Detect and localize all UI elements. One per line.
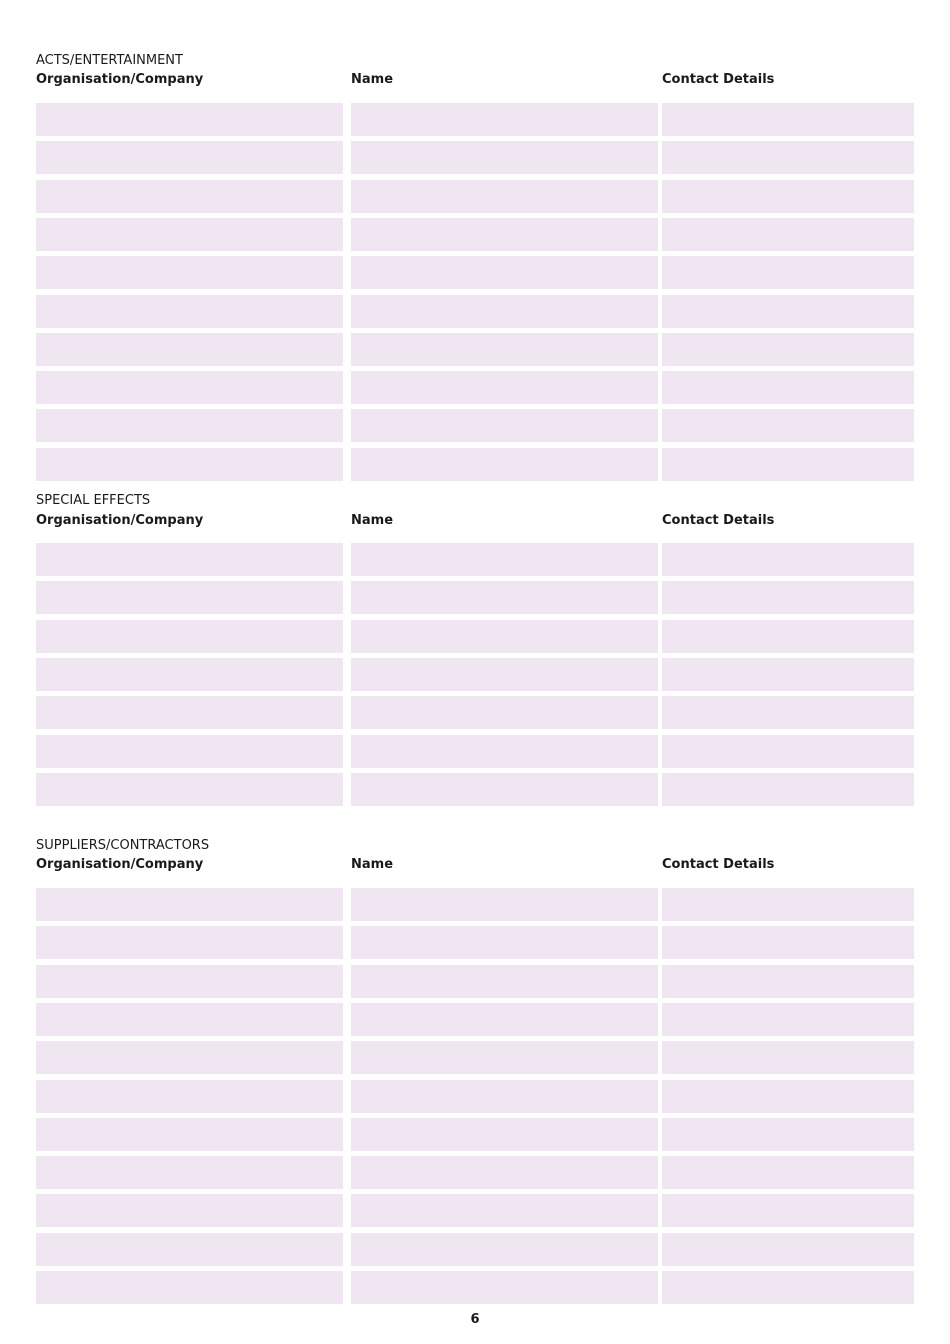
contact-details-field[interactable] xyxy=(662,620,914,653)
name-field[interactable] xyxy=(351,1233,658,1266)
form-row xyxy=(36,141,914,174)
name-field[interactable] xyxy=(351,581,658,614)
form-row xyxy=(36,409,914,442)
form-row xyxy=(36,448,914,481)
form-row xyxy=(36,103,914,136)
section-title: SUPPLIERS/CONTRACTORS xyxy=(36,838,210,853)
page-number: 6 xyxy=(470,1312,480,1327)
organisation-field[interactable] xyxy=(36,180,343,213)
column-header-organisation: Organisation/Company xyxy=(36,857,204,872)
organisation-field[interactable] xyxy=(36,696,343,729)
contact-details-field[interactable] xyxy=(662,295,914,328)
organisation-field[interactable] xyxy=(36,1233,343,1266)
contact-details-field[interactable] xyxy=(662,926,914,959)
column-header-contact-details: Contact Details xyxy=(662,513,775,528)
contact-details-field[interactable] xyxy=(662,256,914,289)
name-field[interactable] xyxy=(351,448,658,481)
name-field[interactable] xyxy=(351,1156,658,1189)
column-header-name: Name xyxy=(351,513,394,528)
column-header-contact-details: Contact Details xyxy=(662,857,775,872)
contact-details-field[interactable] xyxy=(662,141,914,174)
organisation-field[interactable] xyxy=(36,218,343,251)
name-field[interactable] xyxy=(351,256,658,289)
organisation-field[interactable] xyxy=(36,735,343,768)
name-field[interactable] xyxy=(351,1003,658,1036)
name-field[interactable] xyxy=(351,1041,658,1074)
contact-details-field[interactable] xyxy=(662,965,914,998)
form-row xyxy=(36,696,914,729)
organisation-field[interactable] xyxy=(36,1156,343,1189)
contact-details-field[interactable] xyxy=(662,448,914,481)
organisation-field[interactable] xyxy=(36,1194,343,1227)
form-row xyxy=(36,1003,914,1036)
name-field[interactable] xyxy=(351,409,658,442)
name-field[interactable] xyxy=(351,103,658,136)
contact-details-field[interactable] xyxy=(662,696,914,729)
name-field[interactable] xyxy=(351,1271,658,1304)
contact-details-field[interactable] xyxy=(662,1156,914,1189)
contact-details-field[interactable] xyxy=(662,218,914,251)
organisation-field[interactable] xyxy=(36,1041,343,1074)
form-row xyxy=(36,333,914,366)
name-field[interactable] xyxy=(351,371,658,404)
organisation-field[interactable] xyxy=(36,409,343,442)
form-row xyxy=(36,180,914,213)
column-header-organisation: Organisation/Company xyxy=(36,513,204,528)
contact-details-field[interactable] xyxy=(662,1080,914,1113)
name-field[interactable] xyxy=(351,965,658,998)
form-row xyxy=(36,1271,914,1304)
name-field[interactable] xyxy=(351,1118,658,1151)
form-row xyxy=(36,1156,914,1189)
contact-details-field[interactable] xyxy=(662,1194,914,1227)
name-field[interactable] xyxy=(351,658,658,691)
organisation-field[interactable] xyxy=(36,543,343,576)
name-field[interactable] xyxy=(351,543,658,576)
name-field[interactable] xyxy=(351,696,658,729)
contact-details-field[interactable] xyxy=(662,333,914,366)
column-header-name: Name xyxy=(351,72,394,87)
name-field[interactable] xyxy=(351,735,658,768)
organisation-field[interactable] xyxy=(36,965,343,998)
form-row xyxy=(36,543,914,576)
form-row xyxy=(36,926,914,959)
organisation-field[interactable] xyxy=(36,658,343,691)
contact-details-field[interactable] xyxy=(662,735,914,768)
organisation-field[interactable] xyxy=(36,1080,343,1113)
organisation-field[interactable] xyxy=(36,620,343,653)
contact-details-field[interactable] xyxy=(662,773,914,806)
organisation-field[interactable] xyxy=(36,256,343,289)
contact-details-field[interactable] xyxy=(662,180,914,213)
name-field[interactable] xyxy=(351,1080,658,1113)
column-header-contact-details: Contact Details xyxy=(662,72,775,87)
form-row xyxy=(36,295,914,328)
organisation-field[interactable] xyxy=(36,926,343,959)
contact-details-field[interactable] xyxy=(662,581,914,614)
name-field[interactable] xyxy=(351,1194,658,1227)
organisation-field[interactable] xyxy=(36,333,343,366)
contact-details-field[interactable] xyxy=(662,371,914,404)
section-title: ACTS/ENTERTAINMENT xyxy=(36,53,183,68)
form-row xyxy=(36,735,914,768)
form-row xyxy=(36,1118,914,1151)
name-field[interactable] xyxy=(351,888,658,921)
form-row xyxy=(36,1233,914,1266)
contact-details-field[interactable] xyxy=(662,888,914,921)
contact-details-field[interactable] xyxy=(662,103,914,136)
organisation-field[interactable] xyxy=(36,103,343,136)
contact-details-field[interactable] xyxy=(662,1271,914,1304)
organisation-field[interactable] xyxy=(36,1271,343,1304)
column-header-organisation: Organisation/Company xyxy=(36,72,204,87)
form-row xyxy=(36,773,914,806)
name-field[interactable] xyxy=(351,141,658,174)
form-row xyxy=(36,218,914,251)
contact-details-field[interactable] xyxy=(662,1003,914,1036)
organisation-field[interactable] xyxy=(36,581,343,614)
form-row xyxy=(36,581,914,614)
name-field[interactable] xyxy=(351,218,658,251)
name-field[interactable] xyxy=(351,773,658,806)
name-field[interactable] xyxy=(351,333,658,366)
form-row xyxy=(36,1194,914,1227)
organisation-field[interactable] xyxy=(36,888,343,921)
contact-details-field[interactable] xyxy=(662,409,914,442)
column-header-name: Name xyxy=(351,857,394,872)
form-row xyxy=(36,658,914,691)
name-field[interactable] xyxy=(351,926,658,959)
section-title: SPECIAL EFFECTS xyxy=(36,493,151,508)
contact-details-field[interactable] xyxy=(662,1233,914,1266)
form-row xyxy=(36,1080,914,1113)
organisation-field[interactable] xyxy=(36,371,343,404)
organisation-field[interactable] xyxy=(36,141,343,174)
form-row xyxy=(36,371,914,404)
form-row xyxy=(36,620,914,653)
organisation-field[interactable] xyxy=(36,1003,343,1036)
form-row xyxy=(36,965,914,998)
form-row xyxy=(36,256,914,289)
organisation-field[interactable] xyxy=(36,1118,343,1151)
contact-details-field[interactable] xyxy=(662,543,914,576)
contact-details-field[interactable] xyxy=(662,1118,914,1151)
name-field[interactable] xyxy=(351,180,658,213)
organisation-field[interactable] xyxy=(36,773,343,806)
name-field[interactable] xyxy=(351,620,658,653)
organisation-field[interactable] xyxy=(36,295,343,328)
organisation-field[interactable] xyxy=(36,448,343,481)
contact-details-field[interactable] xyxy=(662,658,914,691)
name-field[interactable] xyxy=(351,295,658,328)
contact-details-field[interactable] xyxy=(662,1041,914,1074)
form-row xyxy=(36,888,914,921)
form-row xyxy=(36,1041,914,1074)
